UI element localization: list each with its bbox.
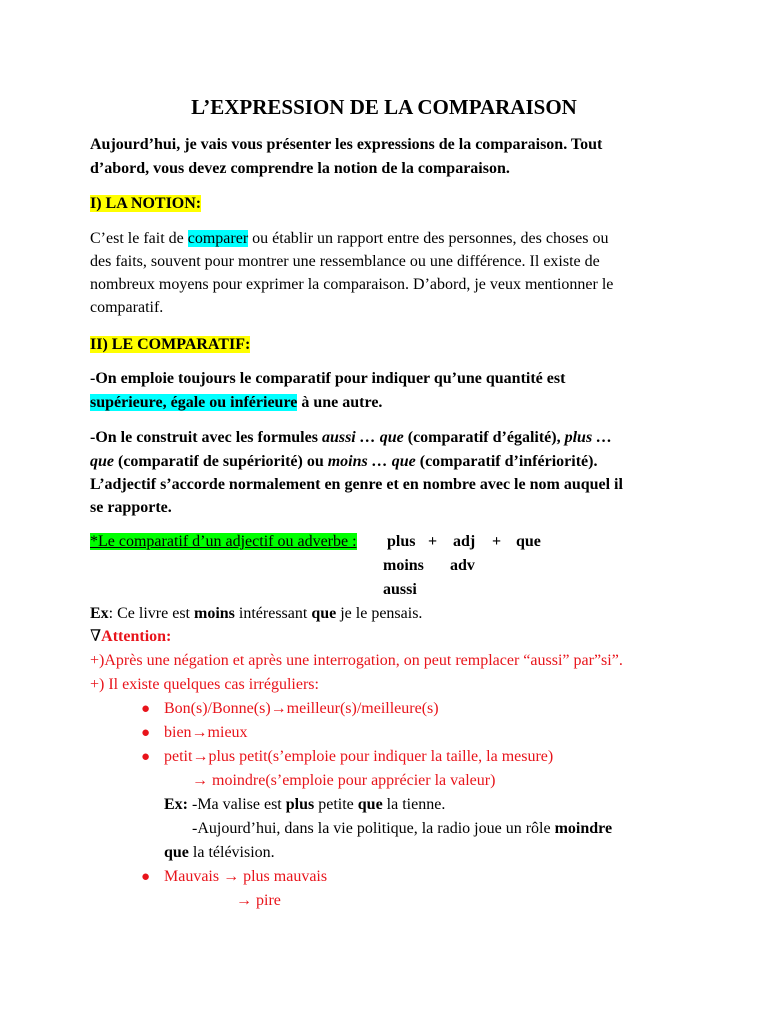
notion-paragraph-line-2: des faits, souvent pour montrer une ressemblance ou une différence. Il existe de [90,253,600,270]
nabla-icon: ∇ [90,628,102,645]
comparatif-b-line-2: que (comparatif de supériorité) ou moins … que (comparatif d’infériorité). [90,453,598,470]
formula-plus-sign-1: + [428,533,438,550]
example-2-line-1: Ex: -Ma valise est plus petite que la tienne. [164,796,446,813]
list-item-bon: Bon(s)/Bonne(s)→meilleur(s)/meilleure(s) [164,700,439,717]
comparatif-b-line-4: se rapporte. [90,499,172,516]
list-item-petit: petit→plus petit(s’emploie pour indiquer la taille, la mesure) [164,748,554,765]
list-item-mauvais: Mauvais → plus mauvais [164,868,328,885]
page-title: L’EXPRESSION DE LA COMPARAISON [191,95,577,119]
formula-adj: adj [453,533,476,550]
attention-line-2: +) Il existe quelques cas irréguliers: [90,676,319,693]
bullet-dot-icon: ● [141,869,151,885]
attention-line-1: +)Après une négation et après une interrogation, on peut remplacer “aussi” par”si”. [90,652,623,669]
formula-label: *Le comparatif d’un adjectif ou adverbe : [90,533,357,550]
highlight-comparer: comparer [187,230,249,247]
notion-paragraph-line-4: comparatif. [90,299,164,316]
intro-line-2: d’abord, vous devez comprendre la notion de la comparaison. [90,160,510,177]
comparatif-b-line-3: L’adjectif s’accorde normalement en genre et en nombre avec le nom auquel il [90,476,623,493]
example-1: Ex: Ce livre est moins intéressant que je le pensais. [90,605,423,622]
formula-adv: adv [450,557,475,574]
list-item-mauvais-sub: → pire [236,892,281,909]
formula-que: que [516,533,541,550]
section-comparatif-heading: II) LE COMPARATIF: [90,336,251,353]
section-notion-heading: I) LA NOTION: [90,195,202,212]
intro-line-1: Aujourd’hui, je vais vous présenter les expressions de la comparaison. Tout [90,136,603,153]
comparatif-a-line-2: supérieure, égale ou inférieure à une autre. [90,394,383,411]
formula-plus: plus [387,533,416,550]
bullet-dot-icon: ● [141,725,151,741]
bullet-dot-icon: ● [141,749,151,765]
notion-paragraph-line-3: nombreux moyens pour exprimer la comparaison. D’abord, je veux mentionner le [90,276,614,293]
comparatif-b-line-1: -On le construit avec les formules aussi … que (comparatif d’égalité), plus … [90,429,613,446]
list-item-petit-sub: → moindre(s’emploie pour apprécier la valeur) [192,772,496,789]
attention-heading: ∇Attention: [90,628,172,645]
bullet-dot-icon: ● [141,701,151,717]
notion-paragraph-line-1: C’est le fait de comparer ou établir un rapport entre des personnes, des choses ou [90,230,609,247]
formula-aussi: aussi [383,581,417,598]
example-2-line-3: que la télévision. [164,844,275,861]
list-item-bien: bien→mieux [164,724,248,741]
formula-moins: moins [383,557,424,574]
example-2-line-2: -Aujourd’hui, dans la vie politique, la radio joue un rôle moindre [192,820,613,837]
formula-plus-sign-2: + [492,533,502,550]
comparatif-a-line-1: -On emploie toujours le comparatif pour indiquer qu’une quantité est [90,370,566,387]
